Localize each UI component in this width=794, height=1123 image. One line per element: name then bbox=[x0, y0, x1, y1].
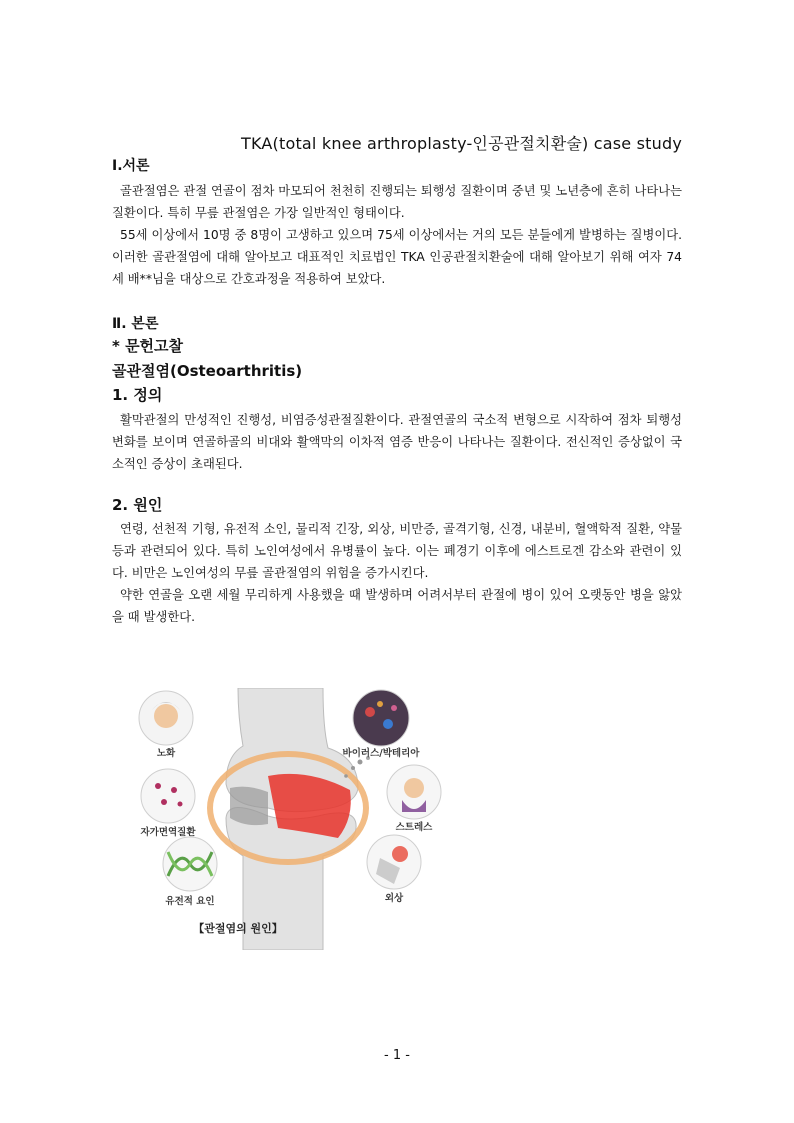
intro-text bbox=[112, 180, 682, 290]
virus-bacteria-icon bbox=[353, 690, 409, 746]
document-title: TKA(total knee arthroplasty-인공관절치환술) case study bbox=[241, 134, 682, 153]
label-genetic: 유전적 요인 bbox=[165, 896, 215, 907]
body-heading: Ⅱ. 본론 bbox=[112, 316, 159, 332]
label-stress: 스트레스 bbox=[395, 822, 433, 833]
figure-caption: 【관절염의 원인】 bbox=[193, 922, 283, 935]
cause-text bbox=[112, 518, 682, 628]
definition-text bbox=[112, 409, 682, 475]
label-virus-bacteria: 바이러스/박테리아 bbox=[342, 748, 420, 759]
cause-paragraph-2: 약한 연골을 오랜 세월 무리하게 사용했을 때 발생하며 어려서부터 관절에 병이 있어 오랫동안 병을 앓았을 때 발생한다. bbox=[112, 588, 682, 624]
cause-paragraph-1: 연령, 선천적 기형, 유전적 소인, 물리적 긴장, 외상, 비만증, 골격기형, 신경, 내분비, 혈액학적 질환, 약물 등과 관련되어 있다. 특히 노인여성에서 유병률이 높다. 이는 폐경기 이후에 에스트로겐 감소와 관련이 있다. 비만은 노인여성의 무릎 골관절염의 위험을 증가시킨다. bbox=[112, 522, 682, 580]
topic-heading: 골관절염(Osteoarthritis) bbox=[112, 362, 303, 380]
intro-paragraph-2: 55세 이상에서 10명 중 8명이 고생하고 있으며 75세 이상에서는 거의 모든 분들에게 발병하는 질병이다. 이러한 골관절염에 대해 알아보고 대표적인 치료법인 TKA 인공관절치환술에 대해 알아보기 위해 여자 74세 배**님을 대상으로 간호과정을 적용하여 보았다. bbox=[112, 228, 682, 286]
knee-joint-illustration bbox=[210, 688, 370, 950]
label-trauma: 외상 bbox=[384, 893, 404, 904]
label-autoimmune: 자가면역질환 bbox=[140, 827, 196, 838]
page-number: - 1 - bbox=[384, 1048, 410, 1063]
intro-heading: Ⅰ.서론 bbox=[112, 158, 150, 174]
cause-heading: 2. 원인 bbox=[112, 496, 163, 514]
definition-heading: 1. 정의 bbox=[112, 386, 163, 404]
label-aging: 노화 bbox=[156, 748, 176, 759]
intro-paragraph-1: 골관절염은 관절 연골이 점차 마모되어 천천히 진행되는 퇴행성 질환이며 중년 및 노년층에 흔히 나타나는 질환이다. 특히 무릎 관절염은 가장 일반적인 형태이다. bbox=[112, 184, 682, 220]
arthritis-causes-figure bbox=[118, 688, 450, 950]
definition-paragraph: 활막관절의 만성적인 진행성, 비염증성관절질환이다. 관절연골의 국소적 변형으로 시작하여 점차 퇴행성 변화를 보이며 연골하골의 비대와 활액막의 이차적 염증 반응이 나타나는 질환이다. 전신적인 증상없이 국소적인 증상이 초래된다. bbox=[112, 413, 682, 471]
autoimmune-icon bbox=[141, 769, 195, 823]
literature-review-heading: * 문헌고찰 bbox=[112, 337, 184, 355]
